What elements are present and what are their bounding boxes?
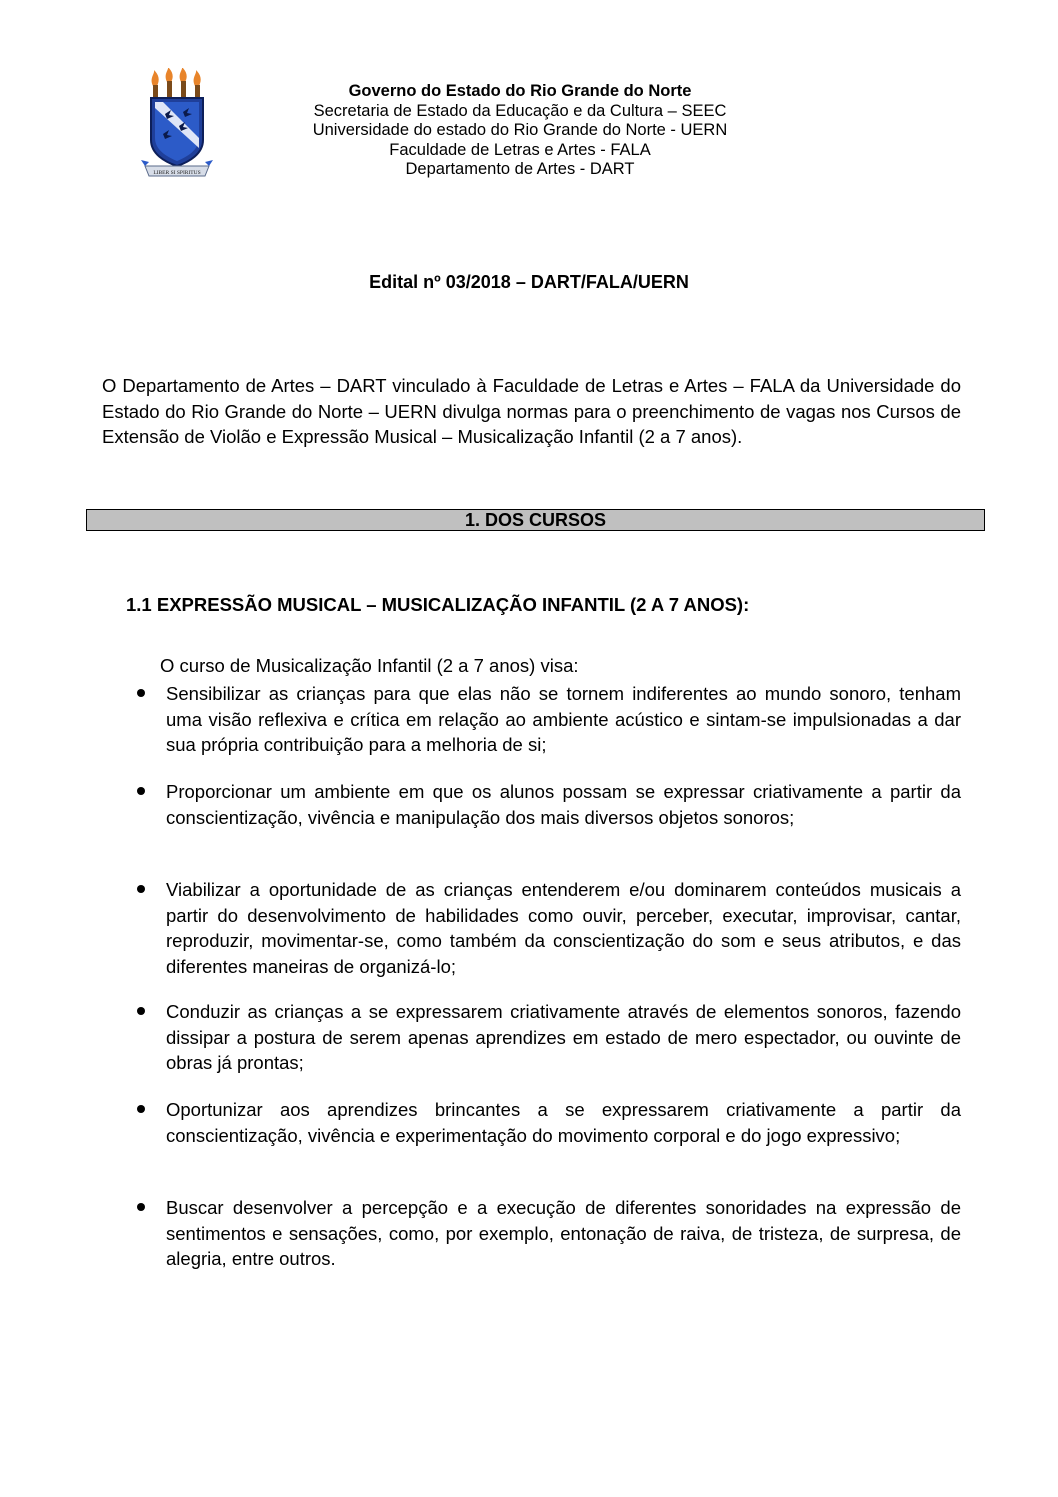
list-item: Proporcionar um ambiente em que os alunos possam se expressar criativamente a partir da conscientização, vivência e manipulação dos mais diversos objetos sonoros;: [166, 781, 961, 828]
list-item: Conduzir as crianças a se expressarem criativamente através de elementos sonoros, fazendo dissipar a postura de serem apenas aprendizes em estado de mero espectador, ou ouvinte de obras já prontas;: [166, 1001, 961, 1073]
list-item: Sensibilizar as crianças para que elas não se tornem indiferentes ao mundo sonoro, tenham uma visão reflexiva e crítica em relação ao ambiente acústico e sintam-se impulsionadas a dar sua própria contribuição para a melhoria de si;: [166, 683, 961, 755]
letterhead-secretariat: Secretaria de Estado da Educação e da Cultura – SEEC: [313, 101, 727, 120]
intro-paragraph: O Departamento de Artes – DART vinculado à Faculdade de Letras e Artes – FALA da Universidade do Estado do Rio Grande do Norte – UERN divulga normas para o preenchimento de vagas nos Cursos de Extensão de Violão e Expressão Musical – Musicalização Infantil (2 a 7 anos).: [102, 375, 961, 447]
letterhead-university: Universidade do estado do Rio Grande do Norte - UERN: [312, 121, 728, 139]
bullet-icon: [137, 787, 145, 795]
torch-icon: [152, 70, 159, 99]
letterhead: [280, 82, 760, 180]
bullet-icon: [137, 1105, 145, 1113]
torch-icon: [180, 68, 187, 97]
list-item: Oportunizar aos aprendizes brincantes a se expressarem criativamente a partir da conscientização, vivência e experimentação do movimento corporal e do jogo expressivo;: [166, 1099, 961, 1146]
list-item: Buscar desenvolver a percepção e a execução de diferentes sonoridades na expressão de sentimentos e sensações, como, por exemplo, entonação de raiva, de tristeza, de surpresa, de alegria, entre outros.: [166, 1197, 961, 1269]
subsection-title: 1.1 EXPRESSÃO MUSICAL – MUSICALIZAÇÃO INFANTIL (2 A 7 ANOS):: [126, 594, 750, 615]
edital-title: Edital nº 03/2018 – DART/FALA/UERN: [369, 272, 689, 292]
course-lead-text: O curso de Musicalização Infantil (2 a 7 anos) visa:: [160, 655, 579, 676]
list-item: Viabilizar a oportunidade de as crianças entenderem e/ou dominarem conteúdos musicais a partir do desenvolvimento de habilidades como ouvir, perceber, executar, improvisar, cantar, reproduzir, movimentar-se, como também da conscientização do som e seus atributos, e das diferentes maneiras de organizá-lo;: [166, 879, 961, 977]
torch-icon: [166, 68, 173, 97]
bullet-icon: [137, 689, 145, 697]
uern-crest-icon: [141, 68, 213, 184]
bullet-icon: [137, 1203, 145, 1211]
bullet-icon: [137, 1007, 145, 1015]
letterhead-government: Governo do Estado do Rio Grande do Norte: [348, 82, 692, 100]
section-heading-bar: 1. DOS CURSOS: [86, 509, 985, 531]
torch-icon: [194, 70, 201, 99]
bullet-icon: [137, 885, 145, 893]
letterhead-faculty: Faculdade de Letras e Artes - FALA: [389, 140, 651, 159]
crest-motto: LIBER SI SPIRITUS: [153, 170, 201, 176]
letterhead-department: Departamento de Artes - DART: [405, 160, 635, 178]
